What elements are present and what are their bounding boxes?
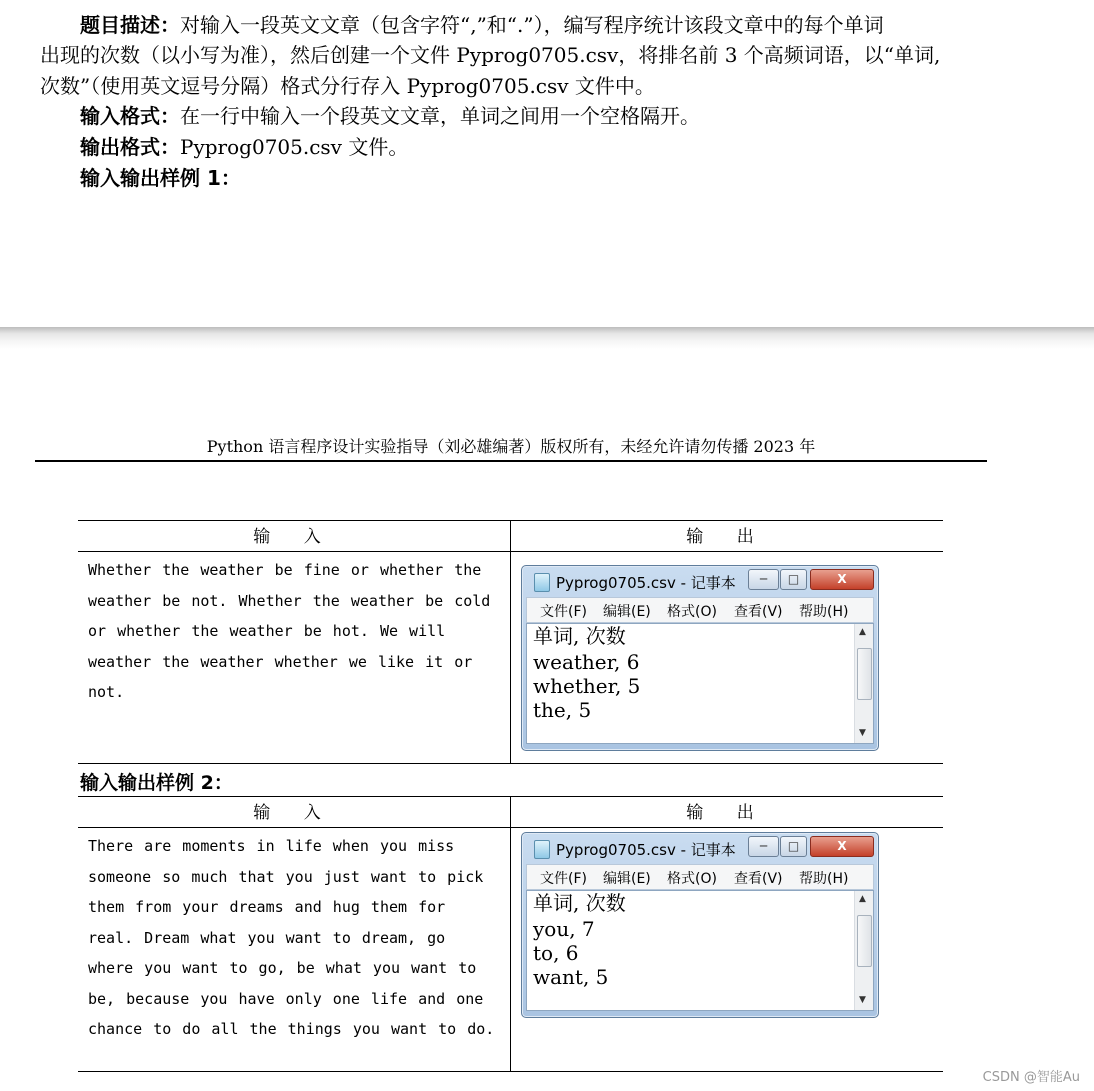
close-button[interactable]: X xyxy=(810,836,874,857)
window-title: Pyprog0705.csv - 记事本 xyxy=(556,574,736,592)
page-footer: Python 语言程序设计实验指导（刘必雄编著）版权所有，未经允许请勿传播 2023 年 xyxy=(206,437,816,456)
minimize-button[interactable]: ─ xyxy=(748,836,779,857)
text-line: to, 6 xyxy=(533,941,579,965)
maximize-button[interactable]: □ xyxy=(780,569,807,590)
input-format xyxy=(80,101,700,131)
close-button[interactable]: X xyxy=(810,569,874,590)
menu-help[interactable]: 帮助(H) xyxy=(799,604,849,620)
text-area[interactable] xyxy=(526,623,874,744)
input-header: 输 入 xyxy=(253,803,335,823)
menu-edit[interactable]: 编辑(E) xyxy=(603,604,651,620)
text-line: weather, 6 xyxy=(533,650,640,674)
menu-view[interactable]: 查看(V) xyxy=(734,604,783,620)
page-break xyxy=(0,327,1094,349)
output-header: 输 出 xyxy=(686,527,768,547)
maximize-button[interactable]: □ xyxy=(780,836,807,857)
menu-bar xyxy=(526,597,874,623)
text-line: the, 5 xyxy=(533,698,592,722)
text-line: whether, 5 xyxy=(533,674,641,698)
input-format-text: 在一行中输入一个段英文文章，单词之间用一个空格隔开。 xyxy=(180,104,700,128)
notepad-icon xyxy=(534,840,550,859)
scroll-thumb[interactable] xyxy=(857,915,872,967)
scroll-up-icon[interactable]: ▲ xyxy=(859,894,866,904)
description-line-1 xyxy=(80,10,884,40)
footer-rule xyxy=(35,460,987,462)
input-header: 输 入 xyxy=(253,527,335,547)
menu-help[interactable]: 帮助(H) xyxy=(799,871,849,887)
text-area[interactable] xyxy=(526,890,874,1011)
sample-1-title: 输入输出样例 1： xyxy=(80,166,241,190)
output-format-text: Pyprog0705.csv 文件。 xyxy=(180,135,409,159)
description-line-2: 出现的次数（以小写为准），然后创建一个文件 Pyprog0705.csv，将排名前 3 个高频词语，以“单词, xyxy=(40,43,941,67)
description-text-1: 对输入一段英文文章（包含字符“,”和“.”），编写程序统计该段文章中的每个单词 xyxy=(180,13,884,37)
minimize-button[interactable]: ─ xyxy=(748,569,779,590)
menu-view[interactable]: 查看(V) xyxy=(734,871,783,887)
sample-1-input: Whether the weather be fine or whether the weather be not. Whether the weather be cold or whether the weather be hot. We will weather the weather whether we like it or not. xyxy=(88,561,502,701)
output-format-label: 输出格式： xyxy=(80,135,180,159)
text-line: you, 7 xyxy=(533,917,595,941)
output-header: 输 出 xyxy=(686,803,768,823)
text-line: 单词, 次数 xyxy=(533,891,626,915)
scroll-thumb[interactable] xyxy=(857,648,872,700)
sample-2-title: 输入输出样例 2： xyxy=(80,772,233,794)
menu-file[interactable]: 文件(F) xyxy=(540,604,587,620)
output-format xyxy=(80,132,408,162)
vertical-scrollbar[interactable] xyxy=(854,891,873,1010)
scroll-up-icon[interactable]: ▲ xyxy=(859,627,866,637)
scroll-down-icon[interactable]: ▼ xyxy=(859,728,866,738)
menu-format[interactable]: 格式(O) xyxy=(667,604,717,620)
menu-file[interactable]: 文件(F) xyxy=(540,871,587,887)
menu-format[interactable]: 格式(O) xyxy=(667,871,717,887)
notepad-icon xyxy=(534,573,550,592)
sample-2-input: There are moments in life when you miss someone so much that you just want to pick them from your dreams and hug them for real. Dream what you want to dream, go where you want to go, be what you want to be, because you have only one life and one chance to do all the things you want to do. xyxy=(88,837,495,1038)
window-title: Pyprog0705.csv - 记事本 xyxy=(556,841,736,859)
text-line: want, 5 xyxy=(533,965,609,989)
input-format-label: 输入格式： xyxy=(80,104,180,128)
description-label: 题目描述： xyxy=(80,13,180,37)
menu-edit[interactable]: 编辑(E) xyxy=(603,871,651,887)
scroll-down-icon[interactable]: ▼ xyxy=(859,995,866,1005)
watermark: CSDN @智能Au xyxy=(982,1070,1080,1085)
menu-bar xyxy=(526,864,874,890)
vertical-scrollbar[interactable] xyxy=(854,624,873,743)
notepad-window-1 xyxy=(521,565,879,751)
notepad-window-2 xyxy=(521,832,879,1018)
text-line: 单词, 次数 xyxy=(533,624,626,648)
description-line-3: 次数”（使用英文逗号分隔）格式分行存入 Pyprog0705.csv 文件中。 xyxy=(40,74,655,98)
